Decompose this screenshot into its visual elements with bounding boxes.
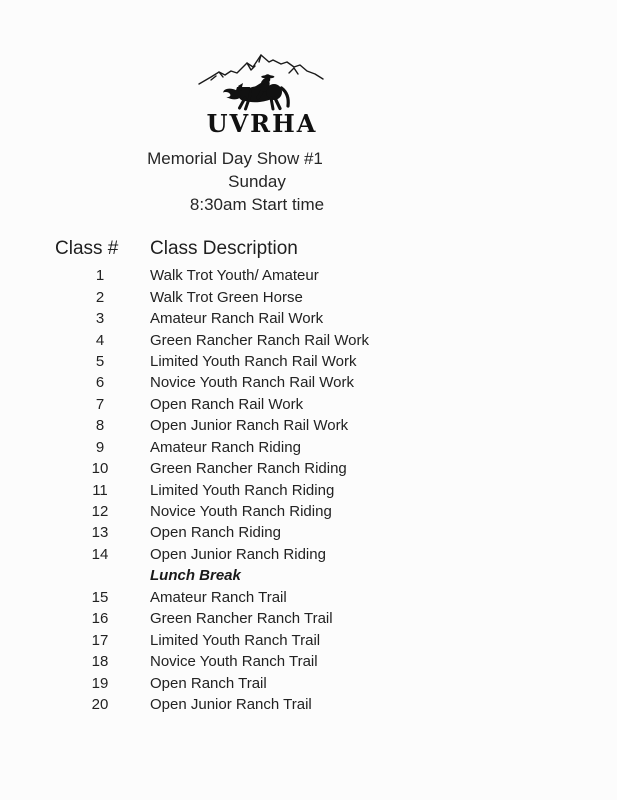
class-description: Amateur Ranch Riding bbox=[150, 438, 301, 456]
class-description: Open Junior Ranch Riding bbox=[150, 545, 326, 563]
class-description: Open Ranch Riding bbox=[150, 524, 281, 542]
class-description: Lunch Break bbox=[150, 567, 241, 585]
class-description: Amateur Ranch Rail Work bbox=[150, 310, 324, 328]
table-row bbox=[0, 329, 617, 350]
class-number: 9 bbox=[95, 438, 105, 456]
class-number: 20 bbox=[91, 695, 109, 713]
class-description: Open Ranch Trail bbox=[150, 674, 267, 692]
table-row bbox=[0, 694, 617, 715]
class-number: 11 bbox=[92, 481, 108, 499]
class-number: 8 bbox=[95, 417, 105, 435]
class-description: Novice Youth Ranch Riding bbox=[150, 503, 332, 521]
table-row bbox=[0, 437, 617, 458]
column-header-class-description: Class Description bbox=[150, 238, 298, 259]
show-start-time: 8:30am Start time bbox=[189, 195, 325, 214]
table-row bbox=[0, 587, 617, 608]
table-row bbox=[0, 522, 617, 543]
show-title: Memorial Day Show #1 bbox=[147, 149, 323, 168]
class-description: Limited Youth Ranch Trail bbox=[150, 631, 321, 649]
class-description: Limited Youth Ranch Rail Work bbox=[150, 352, 357, 370]
class-description: Novice Youth Ranch Rail Work bbox=[150, 374, 354, 392]
table-row bbox=[0, 479, 617, 500]
class-number: 6 bbox=[95, 374, 105, 392]
class-description: Open Junior Ranch Rail Work bbox=[150, 417, 349, 435]
org-acronym: UVRHA bbox=[206, 109, 318, 138]
class-number: 10 bbox=[91, 460, 109, 478]
class-description: Walk Trot Youth/ Amateur bbox=[150, 267, 319, 285]
class-number: 1 bbox=[95, 267, 105, 285]
class-description: Green Rancher Ranch Riding bbox=[150, 460, 347, 478]
class-number: 16 bbox=[91, 610, 109, 628]
table-row bbox=[0, 458, 617, 479]
class-description: Limited Youth Ranch Riding bbox=[150, 481, 335, 499]
show-day: Sunday bbox=[228, 172, 286, 191]
class-schedule-table bbox=[0, 265, 617, 715]
column-header-class-number: Class # bbox=[55, 238, 119, 259]
class-number: 12 bbox=[91, 503, 109, 521]
class-number: 2 bbox=[95, 288, 105, 306]
class-number: 5 bbox=[95, 352, 105, 370]
table-row bbox=[0, 651, 617, 672]
lunch-break-row bbox=[0, 565, 617, 586]
class-description: Walk Trot Green Horse bbox=[150, 288, 303, 306]
class-number: 7 bbox=[95, 395, 105, 413]
class-number: 18 bbox=[91, 653, 109, 671]
class-number: 19 bbox=[91, 674, 109, 692]
class-description: Open Junior Ranch Trail bbox=[150, 695, 312, 713]
table-row bbox=[0, 394, 617, 415]
class-description: Green Rancher Ranch Trail bbox=[150, 610, 333, 628]
class-number: 13 bbox=[91, 524, 109, 542]
class-description: Novice Youth Ranch Trail bbox=[150, 653, 318, 671]
class-number: 14 bbox=[91, 545, 109, 563]
table-row bbox=[0, 308, 617, 329]
class-number: 15 bbox=[91, 588, 109, 606]
table-row bbox=[0, 265, 617, 286]
class-description: Green Rancher Ranch Rail Work bbox=[150, 331, 369, 349]
class-number: 4 bbox=[95, 331, 105, 349]
table-row bbox=[0, 286, 617, 307]
uvrha-logo bbox=[197, 50, 327, 136]
class-description: Open Ranch Rail Work bbox=[150, 395, 304, 413]
mountains-horse-rider-icon bbox=[197, 50, 327, 114]
class-number: 3 bbox=[95, 310, 105, 328]
table-row bbox=[0, 608, 617, 629]
table-row bbox=[0, 544, 617, 565]
table-row bbox=[0, 351, 617, 372]
table-row bbox=[0, 672, 617, 693]
class-description: Amateur Ranch Trail bbox=[150, 588, 287, 606]
table-row bbox=[0, 629, 617, 650]
table-row bbox=[0, 372, 617, 393]
table-row bbox=[0, 415, 617, 436]
class-number: 17 bbox=[91, 631, 109, 649]
table-row bbox=[0, 501, 617, 522]
